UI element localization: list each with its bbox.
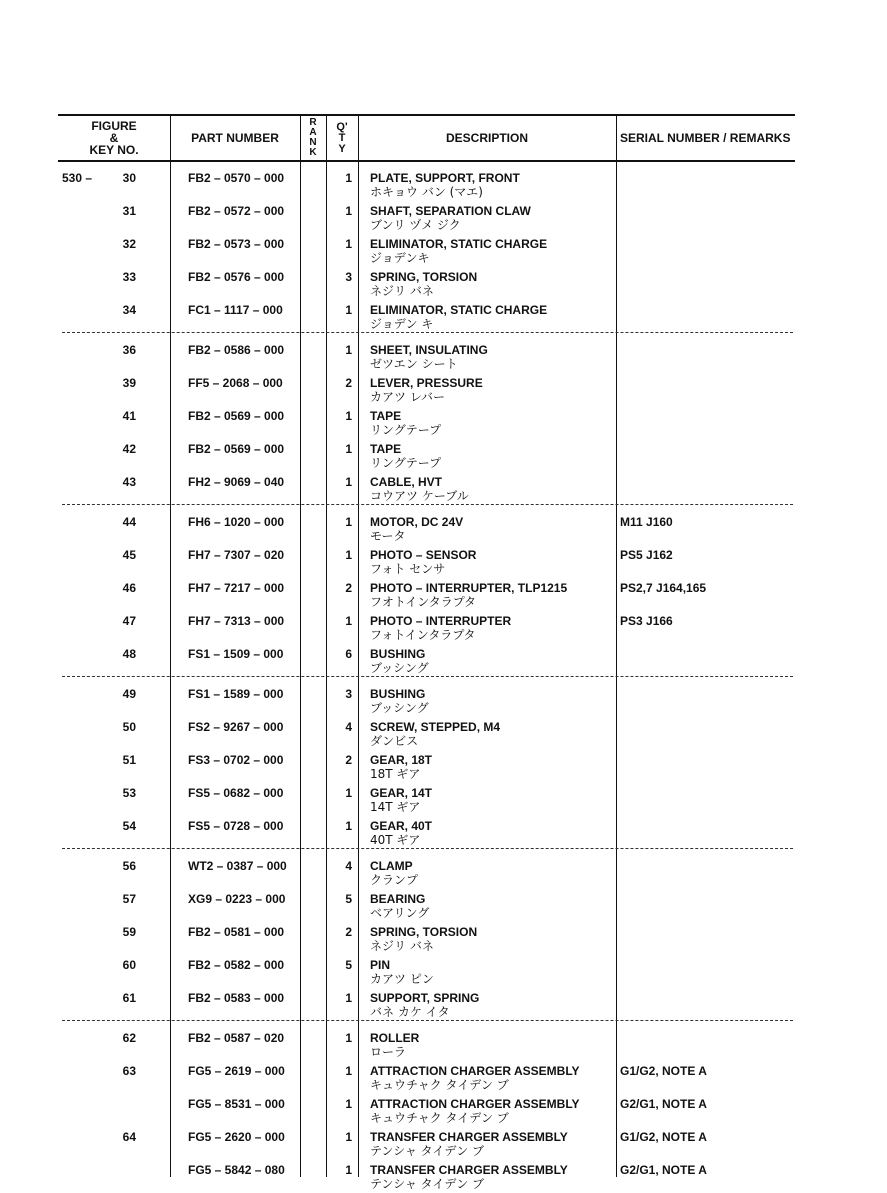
quantity: 1 [345, 409, 352, 423]
key-number: 60 [122, 958, 136, 972]
table-row [58, 515, 795, 545]
part-number: FF5 – 2068 – 000 [188, 376, 283, 390]
part-number: FB2 – 0576 – 000 [188, 270, 285, 284]
key-number: 33 [122, 270, 136, 284]
key-number: 31 [122, 204, 136, 218]
part-number: FS2 – 9267 – 000 [188, 720, 284, 734]
description: ELIMINATOR, STATIC CHARGE [370, 237, 548, 251]
quantity: 1 [345, 1163, 352, 1177]
quantity: 5 [345, 892, 352, 906]
part-number: FG5 – 5842 – 080 [188, 1163, 285, 1177]
quantity: 4 [345, 859, 352, 873]
part-number: FB2 – 0570 – 000 [188, 171, 285, 185]
part-number: FB2 – 0587 – 020 [188, 1031, 285, 1045]
description-japanese: ブッシング [370, 701, 429, 715]
part-number: FS1 – 1509 – 000 [188, 647, 284, 661]
serial-remarks: M11 J160 [620, 515, 673, 529]
description: PLATE, SUPPORT, FRONT [370, 171, 520, 185]
description: BUSHING [370, 647, 426, 661]
part-number: XG9 – 0223 – 000 [188, 892, 286, 906]
table-row [58, 303, 795, 333]
key-number: 47 [122, 614, 136, 628]
description-japanese: フォト センサ [370, 562, 446, 576]
key-number: 34 [122, 303, 136, 317]
key-number: 45 [122, 548, 136, 562]
header-rank-letter: N [309, 137, 317, 148]
serial-remarks: PS2,7 J164,165 [620, 581, 707, 595]
key-number: 54 [122, 819, 136, 833]
description: CABLE, HVT [370, 475, 442, 489]
table-row [58, 614, 795, 644]
quantity: 1 [345, 1097, 352, 1111]
quantity: 2 [345, 753, 352, 767]
table-row [58, 1097, 795, 1127]
header-rank-letter: R [309, 117, 317, 128]
serial-remarks: G1/G2, NOTE A [620, 1064, 707, 1078]
description: PHOTO – INTERRUPTER, TLP1215 [370, 581, 568, 595]
description-japanese: フォトインタラプタ [370, 628, 476, 642]
table-row [58, 687, 795, 717]
description-japanese: キュウチャク タイデン ブ [370, 1078, 509, 1092]
quantity: 1 [345, 343, 352, 357]
part-number: FB2 – 0586 – 000 [188, 343, 285, 357]
part-number: FH6 – 1020 – 000 [188, 515, 285, 529]
description: SUPPORT, SPRING [370, 991, 480, 1005]
table-row [58, 376, 795, 406]
quantity: 2 [345, 581, 352, 595]
description: ELIMINATOR, STATIC CHARGE [370, 303, 548, 317]
description-japanese: ベアリング [370, 906, 430, 920]
description: PHOTO – INTERRUPTER [370, 614, 512, 628]
serial-remarks: G2/G1, NOTE A [620, 1097, 707, 1111]
quantity: 2 [345, 376, 352, 390]
quantity: 2 [345, 925, 352, 939]
part-number: FB2 – 0583 – 000 [188, 991, 285, 1005]
description-japanese: カアツ レバー [370, 390, 445, 404]
table-row [58, 270, 795, 300]
table-row [58, 925, 795, 955]
table-row [58, 647, 795, 677]
description: CLAMP [370, 859, 413, 873]
part-number: FH7 – 7307 – 020 [188, 548, 285, 562]
part-number: FG5 – 8531 – 000 [188, 1097, 285, 1111]
key-number: 51 [122, 753, 136, 767]
table-row [58, 1064, 795, 1094]
table-row [58, 1130, 795, 1160]
part-number: FS1 – 1589 – 000 [188, 687, 284, 701]
serial-remarks: G2/G1, NOTE A [620, 1163, 707, 1177]
header-figure-key [58, 116, 170, 160]
group-separator [62, 676, 793, 677]
description-japanese: ゼツエン シート [370, 357, 458, 371]
header-figure-line: & [109, 131, 119, 145]
description: SPRING, TORSION [370, 270, 478, 284]
description-japanese: フオトインタラプタ [370, 595, 476, 609]
table-row [58, 548, 795, 578]
quantity: 1 [345, 614, 352, 628]
header-part-number: PART NUMBER [191, 131, 279, 145]
header-qty [326, 116, 358, 160]
key-number: 46 [122, 581, 136, 595]
header-rank [300, 116, 326, 160]
key-number: 59 [122, 925, 136, 939]
quantity: 4 [345, 720, 352, 734]
key-number: 64 [122, 1130, 136, 1144]
table-row [58, 892, 795, 922]
part-number: FC1 – 1117 – 000 [188, 303, 283, 317]
header-description: DESCRIPTION [445, 131, 528, 145]
quantity: 1 [345, 204, 352, 218]
key-number: 53 [122, 786, 136, 800]
key-number: 36 [122, 343, 136, 357]
quantity: 1 [345, 819, 352, 833]
description-japanese: 18T ギア [370, 767, 421, 781]
serial-remarks: G1/G2, NOTE A [620, 1130, 707, 1144]
table-row [58, 786, 795, 816]
key-number: 44 [122, 515, 136, 529]
serial-remarks: PS3 J166 [620, 614, 673, 628]
description: GEAR, 40T [370, 819, 433, 833]
quantity: 1 [345, 991, 352, 1005]
description: ROLLER [370, 1031, 420, 1045]
description-japanese: ジョデン キ [370, 317, 434, 331]
table-row [58, 581, 795, 611]
table-row [58, 958, 795, 988]
part-number: FS5 – 0682 – 000 [188, 786, 284, 800]
figure-number: 530 – [62, 171, 93, 185]
description-japanese: ネジリ バネ [370, 284, 434, 298]
description: ATTRACTION CHARGER ASSEMBLY [370, 1097, 580, 1111]
description: SHEET, INSULATING [370, 343, 488, 357]
key-number: 48 [122, 647, 136, 661]
table-row [58, 409, 795, 439]
description-japanese: コウアツ ケーブル [370, 489, 469, 503]
description: SCREW, STEPPED, M4 [370, 720, 501, 734]
table-row [58, 171, 795, 201]
part-number: FB2 – 0569 – 000 [188, 409, 285, 423]
description-japanese: ダンビス [370, 734, 419, 748]
part-number: FB2 – 0572 – 000 [188, 204, 285, 218]
quantity: 1 [345, 1031, 352, 1045]
description: SPRING, TORSION [370, 925, 478, 939]
quantity: 3 [345, 270, 352, 284]
table-header [58, 114, 795, 162]
description: LEVER, PRESSURE [370, 376, 483, 390]
table-row [58, 991, 795, 1021]
description-japanese: テンシャ タイデン ブ [370, 1144, 485, 1158]
key-number: 63 [122, 1064, 136, 1078]
part-number: FB2 – 0573 – 000 [188, 237, 285, 251]
description: GEAR, 14T [370, 786, 433, 800]
part-number: FG5 – 2620 – 000 [188, 1130, 285, 1144]
description: TRANSFER CHARGER ASSEMBLY [370, 1130, 568, 1144]
header-qty-letter: T [338, 131, 346, 144]
description: GEAR, 18T [370, 753, 433, 767]
description-japanese: モータ [370, 529, 406, 543]
header-rank-letter: A [309, 127, 317, 138]
table-row [58, 819, 795, 849]
description-japanese: ブッシング [370, 661, 429, 675]
description: TAPE [370, 409, 402, 423]
part-number: FB2 – 0582 – 000 [188, 958, 285, 972]
description-japanese: 40T ギア [370, 833, 421, 847]
table-row [58, 720, 795, 750]
part-number: FB2 – 0581 – 000 [188, 925, 285, 939]
key-number: 50 [122, 720, 136, 734]
description: PIN [370, 958, 391, 972]
description-japanese: リングテープ [370, 456, 442, 470]
serial-remarks: PS5 J162 [620, 548, 673, 562]
header-qty-letter: Y [338, 142, 346, 155]
description-japanese: テンシャ タイデン ブ [370, 1177, 485, 1191]
key-number: 49 [122, 687, 136, 701]
header-serial-remarks: SERIAL NUMBER / REMARKS [620, 131, 791, 145]
description-japanese: バネ カケ イタ [370, 1005, 450, 1019]
key-number: 39 [122, 376, 136, 390]
key-number: 32 [122, 237, 136, 251]
table-row [58, 1031, 795, 1061]
part-number: FS5 – 0728 – 000 [188, 819, 284, 833]
key-number: 43 [122, 475, 136, 489]
table-row [58, 1163, 795, 1193]
description-japanese: ホキョウ バン (マエ) [370, 185, 483, 199]
quantity: 3 [345, 687, 352, 701]
quantity: 1 [345, 515, 352, 529]
description: BUSHING [370, 687, 426, 701]
group-separator [62, 1020, 793, 1021]
part-number: FS3 – 0702 – 000 [188, 753, 284, 767]
quantity: 1 [345, 303, 352, 317]
part-number: WT2 – 0387 – 000 [188, 859, 287, 873]
header-qty-letter: Q' [336, 120, 348, 133]
key-number: 62 [122, 1031, 136, 1045]
description-japanese: カアツ ピン [370, 972, 434, 986]
quantity: 1 [345, 442, 352, 456]
key-number: 30 [122, 171, 136, 185]
quantity: 1 [345, 171, 352, 185]
key-number: 61 [122, 991, 136, 1005]
table-row [58, 859, 795, 889]
description: ATTRACTION CHARGER ASSEMBLY [370, 1064, 580, 1078]
description-japanese: ネジリ バネ [370, 939, 434, 953]
part-number: FH2 – 9069 – 040 [188, 475, 285, 489]
description: BEARING [370, 892, 426, 906]
description-japanese: 14T ギア [370, 800, 421, 814]
table-row [58, 343, 795, 373]
description: SHAFT, SEPARATION CLAW [370, 204, 531, 218]
part-number: FH7 – 7313 – 000 [188, 614, 285, 628]
quantity: 1 [345, 1130, 352, 1144]
quantity: 1 [345, 475, 352, 489]
description-japanese: リングテープ [370, 423, 442, 437]
quantity: 1 [345, 237, 352, 251]
description: TAPE [370, 442, 402, 456]
table-row [58, 475, 795, 505]
table-row [58, 237, 795, 267]
quantity: 5 [345, 958, 352, 972]
description-japanese: クランプ [370, 873, 419, 887]
group-separator [62, 848, 793, 849]
key-number: 42 [122, 442, 136, 456]
table-row [58, 204, 795, 234]
description-japanese: ブンリ ヅメ ジク [370, 218, 461, 232]
key-number: 57 [122, 892, 136, 906]
header-rank-letter: K [309, 147, 317, 158]
part-number: FH7 – 7217 – 000 [188, 581, 285, 595]
description-japanese: ジョデンキ [370, 251, 430, 265]
key-number: 41 [122, 409, 136, 423]
description: PHOTO – SENSOR [370, 548, 477, 562]
description-japanese: ローラ [370, 1045, 407, 1059]
header-figure-line: KEY NO. [89, 143, 139, 157]
description: TRANSFER CHARGER ASSEMBLY [370, 1163, 568, 1177]
description: MOTOR, DC 24V [370, 515, 464, 529]
table-row [58, 442, 795, 472]
header-figure-line: FIGURE [91, 119, 137, 133]
group-separator [62, 332, 793, 333]
quantity: 1 [345, 786, 352, 800]
description-japanese: キュウチャク タイデン ブ [370, 1111, 509, 1125]
group-separator [62, 504, 793, 505]
quantity: 1 [345, 548, 352, 562]
part-number: FB2 – 0569 – 000 [188, 442, 285, 456]
table-row [58, 753, 795, 783]
quantity: 6 [345, 647, 352, 661]
part-number: FG5 – 2619 – 000 [188, 1064, 285, 1078]
key-number: 56 [122, 859, 136, 873]
quantity: 1 [345, 1064, 352, 1078]
